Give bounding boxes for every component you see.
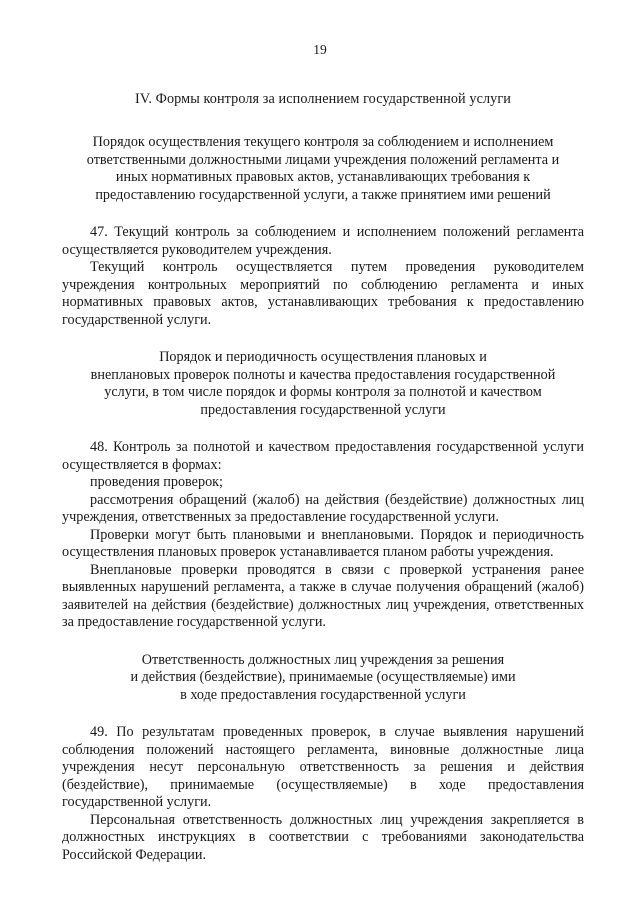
- heading-line: в ходе предоставления государственной услуги: [180, 686, 466, 703]
- heading-line: Ответственность должностных лиц учреждения за решения: [141, 651, 505, 668]
- paragraph-47: 47. Текущий контроль за соблюдением и исполнением положений регламента осуществляется руководителем учреждения.: [62, 224, 584, 258]
- paragraph-49-continued: Персональная ответственность должностных лиц учреждения закрепляется в должностных инструкциях в соответствии с требованиями законодательства Российской Федерации.: [62, 811, 584, 863]
- paragraph-48-continued: Проверки могут быть плановыми и внеплановыми. Порядок и периодичность осуществления плановых проверок устанавливается планом работы учреждения.: [62, 526, 584, 560]
- heading-line: предоставлению государственной услуги, а также принятием ими решений: [95, 186, 551, 203]
- heading-line: предоставления государственной услуги: [200, 401, 446, 418]
- subsection-heading-current-control: [62, 134, 584, 204]
- subsection-heading-responsibility: [62, 652, 584, 705]
- paragraph-48-unscheduled: Внеплановые проверки проводятся в связи с проверкой устранения ранее выявленных нарушений регламента, а также в случае получения обращений (жалоб) заявителей на действия (бездействие) должностных лиц учреждения, ответственных за предоставление государственной услуги.: [62, 561, 584, 630]
- paragraph-47-continued: Текущий контроль осуществляется путем проведения руководителем учреждения контрольных мероприятий по соблюдению регламента и иных нормативных правовых актов, устанавливающих требования к предоставлению государственной услуги.: [62, 259, 584, 328]
- heading-line: услуги, в том числе порядок и формы контроля за полнотой и качеством: [104, 384, 542, 400]
- heading-line: иных нормативных правовых актов, устанавливающих требования к: [115, 169, 531, 185]
- heading-line: и действия (бездействие), принимаемые (осуществляемые) ими: [130, 669, 516, 685]
- paragraph-49: 49. По результатам проведенных проверок, в случае выявления нарушений соблюдения положений настоящего регламента, виновные должностные лица учреждения несут персональную ответственность за решения и действия (бездействие), принимаемые (осуществляемые) в ходе предоставления государственной услуги.: [62, 724, 584, 810]
- list-item: рассмотрения обращений (жалоб) на действия (бездействие) должностных лиц учреждения, ответственных за предоставление государственной услуги.: [62, 491, 584, 525]
- heading-line: внеплановых проверок полноты и качества предоставления государственной: [90, 366, 556, 383]
- document-content: [62, 90, 584, 864]
- section-title: IV. Формы контроля за исполнением государственной услуги: [135, 91, 511, 107]
- page-number: 19: [313, 42, 327, 57]
- heading-line: Порядок и периодичность осуществления плановых и: [159, 349, 487, 365]
- heading-line: Порядок осуществления текущего контроля за соблюдением и исполнением: [92, 134, 554, 150]
- list-item: проведения проверок;: [90, 474, 223, 490]
- subsection-heading-inspections: [62, 349, 584, 419]
- heading-line: ответственными должностными лицами учреждения положений регламента и: [86, 151, 560, 168]
- paragraph-48: 48. Контроль за полнотой и качеством предоставления государственной услуги осуществляется в формах:: [62, 439, 584, 473]
